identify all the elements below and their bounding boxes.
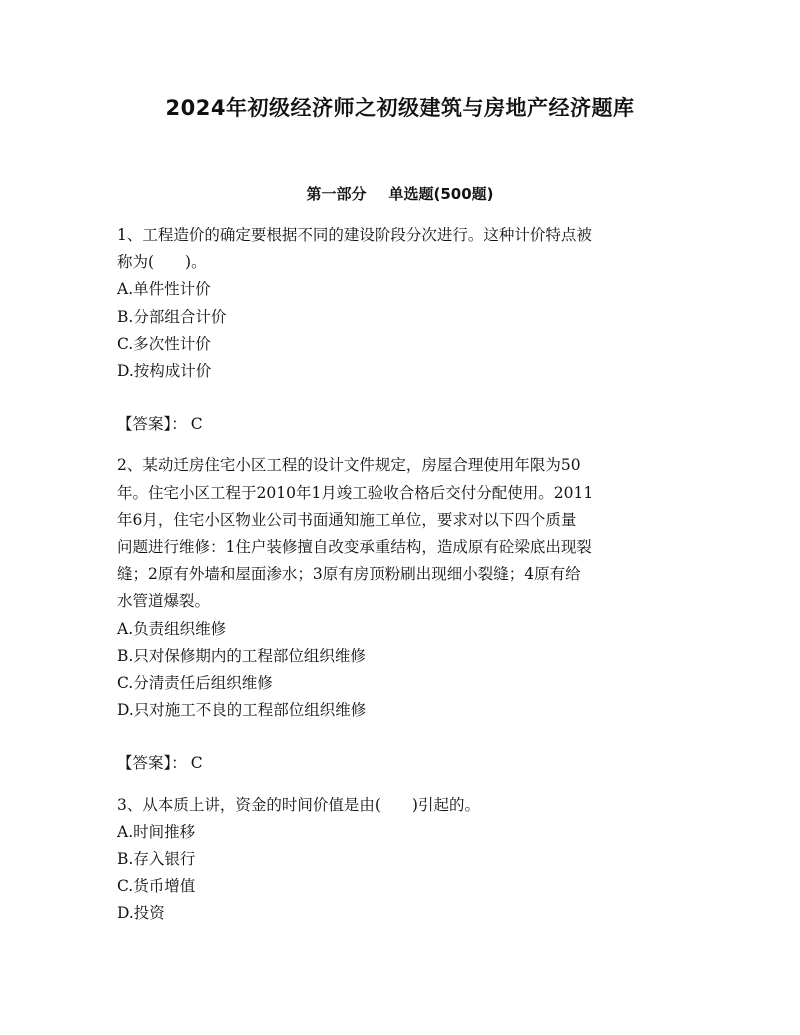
option-b: B.存入银行 bbox=[117, 850, 196, 869]
option-c: C.货币增值 bbox=[117, 877, 196, 896]
question-stem-line: 3、从本质上讲，资金的时间价值是由( )引起的。 bbox=[117, 795, 480, 814]
option-c: C.分清责任后组织维修 bbox=[117, 674, 273, 693]
question-3 bbox=[117, 792, 687, 928]
answer-line bbox=[117, 750, 687, 777]
answer-line bbox=[117, 411, 687, 438]
option-d: D.投资 bbox=[117, 904, 165, 923]
section-name: 单选题(500题) bbox=[388, 185, 494, 203]
question-1 bbox=[117, 222, 687, 438]
question-stem-line: 称为( )。 bbox=[117, 253, 207, 272]
answer-label: 【答案】： bbox=[117, 754, 187, 773]
option-b: B.分部组合计价 bbox=[117, 307, 227, 326]
section-heading bbox=[0, 183, 800, 204]
question-stem-line: 年。住宅小区工程于2010年1月竣工验收合格后交付分配使用。2011 bbox=[117, 483, 594, 502]
answer-value: C bbox=[190, 415, 203, 434]
option-a: A.负责组织维修 bbox=[117, 619, 227, 638]
option-d: D.按构成计价 bbox=[117, 362, 212, 381]
question-list bbox=[117, 222, 687, 928]
question-stem-line: 缝；2原有外墙和屋面渗水；3原有房顶粉刷出现细小裂缝；4原有给 bbox=[117, 565, 581, 584]
question-2 bbox=[117, 452, 687, 777]
question-stem-line: 水管道爆裂。 bbox=[117, 592, 211, 611]
question-stem-line: 1、工程造价的确定要根据不同的建设阶段分次进行。这种计价特点被 bbox=[117, 226, 592, 244]
section-part: 第一部分 bbox=[306, 185, 367, 203]
answer-value: C bbox=[190, 754, 203, 773]
question-stem-line: 年6月，住宅小区物业公司书面通知施工单位，要求对以下四个质量 bbox=[117, 510, 577, 529]
option-b: B.只对保修期内的工程部位组织维修 bbox=[117, 646, 366, 665]
option-a: A.时间推移 bbox=[117, 822, 196, 841]
question-stem-line: 2、某动迁房住宅小区工程的设计文件规定，房屋合理使用年限为50 bbox=[117, 456, 581, 475]
option-a: A.单件性计价 bbox=[117, 280, 211, 299]
option-d: D.只对施工不良的工程部位组织维修 bbox=[117, 701, 367, 720]
document-title: 2024年初级经济师之初级建筑与房地产经济题库 bbox=[165, 96, 635, 120]
answer-label: 【答案】： bbox=[117, 415, 187, 434]
option-c: C.多次性计价 bbox=[117, 334, 211, 353]
question-stem-line: 问题进行维修：1住户装修擅自改变承重结构，造成原有砼梁底出现裂 bbox=[117, 538, 592, 557]
